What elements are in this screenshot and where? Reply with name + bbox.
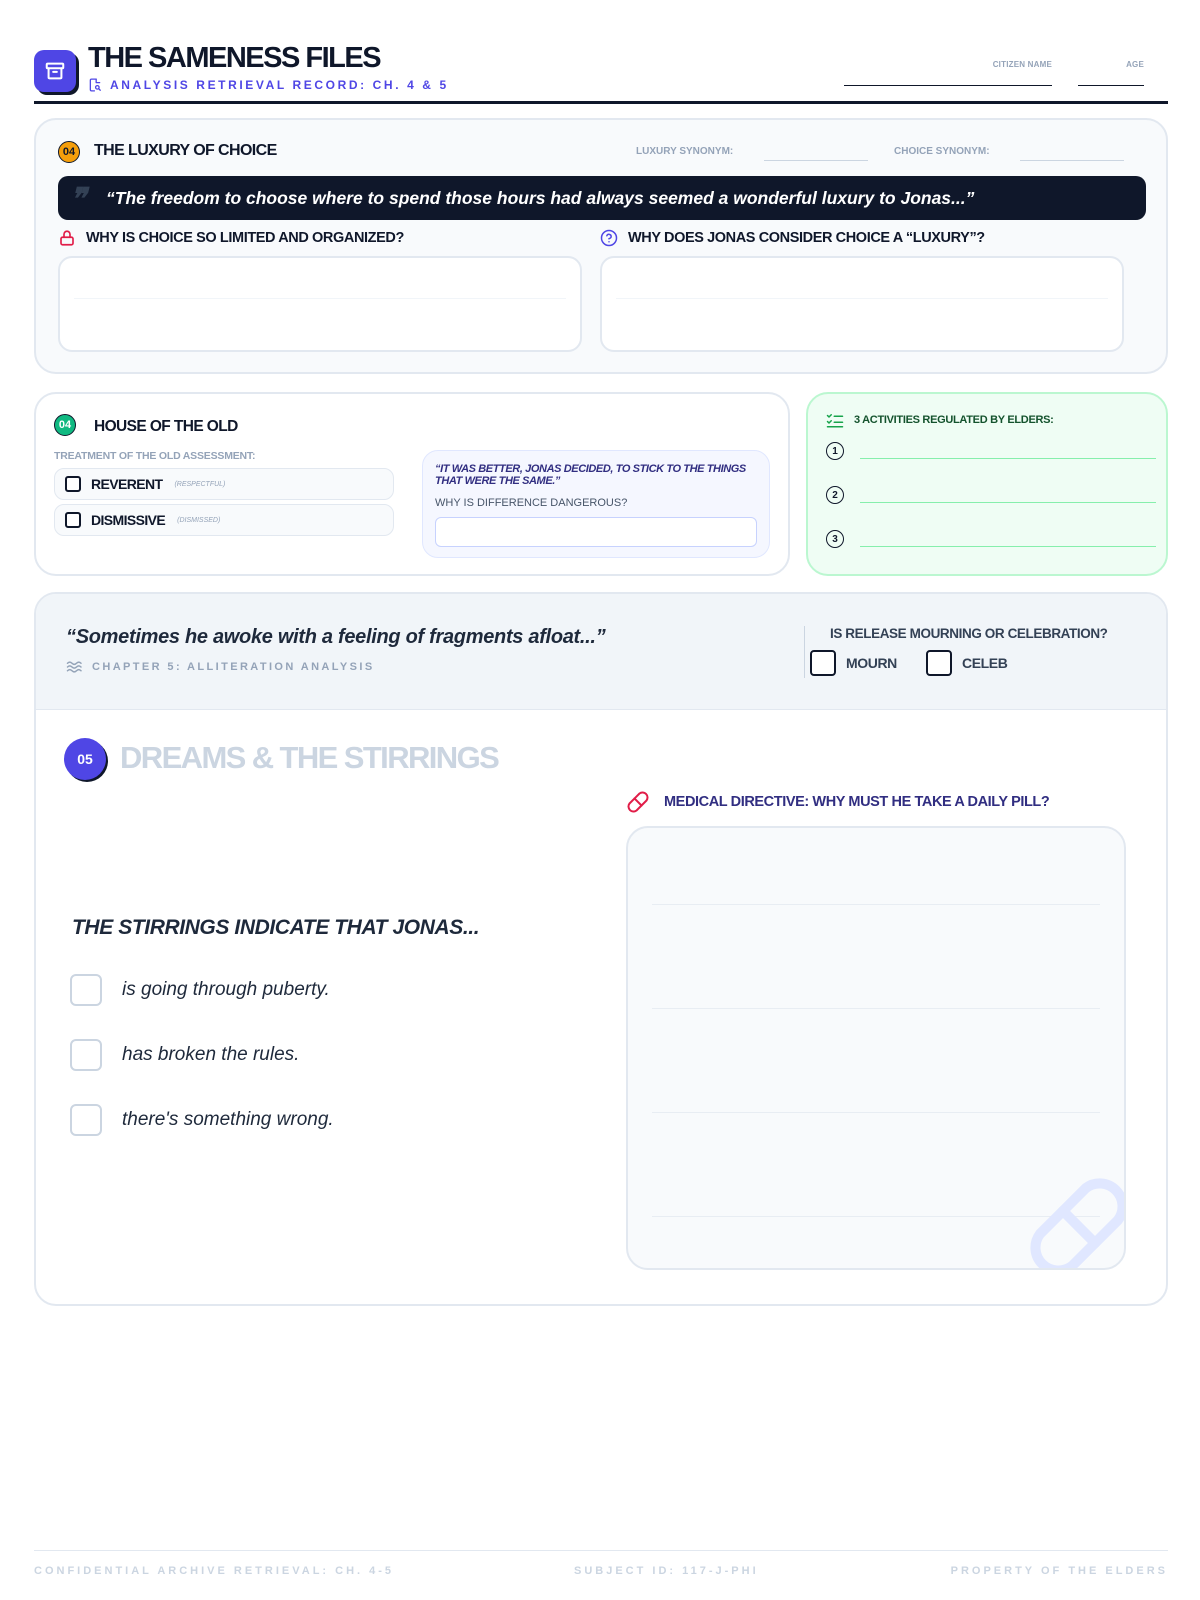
footer-left: CONFIDENTIAL ARCHIVE RETRIEVAL: CH. 4-5 [34, 1565, 395, 1577]
section-title: HOUSE OF THE OLD [94, 418, 238, 435]
stirrings-option-label: is going through puberty. [122, 979, 330, 1000]
option-label: DISMISSIVE [91, 512, 166, 528]
stirrings-checkbox[interactable] [70, 1039, 102, 1071]
help-circle-icon [600, 229, 618, 247]
elders-activities-section [806, 392, 1168, 576]
activity-line[interactable] [860, 458, 1156, 459]
activity-line[interactable] [860, 546, 1156, 547]
subtitle-text: ANALYSIS RETRIEVAL RECORD: CH. 4 & 5 [110, 78, 449, 92]
age-line[interactable] [1078, 85, 1144, 86]
option-celeb[interactable] [926, 650, 1007, 676]
option-note: (DISMISSED) [177, 516, 221, 524]
mourn-label: MOURN [846, 655, 897, 671]
choice-quote [58, 176, 1146, 220]
option-reverent[interactable] [54, 468, 394, 500]
choice-synonym-label: CHOICE SYNONYM: [894, 146, 990, 157]
option-mourn[interactable] [810, 650, 897, 676]
mourn-checkbox[interactable] [810, 650, 836, 676]
stirrings-checkbox[interactable] [70, 974, 102, 1006]
sameness-quote: “IT WAS BETTER, JONAS DECIDED, TO STICK TO THE THINGS THAT WERE THE SAME.” [435, 463, 746, 487]
stirrings-option-label: has broken the rules. [122, 1044, 300, 1065]
elders-title [826, 412, 1054, 428]
luxury-synonym-label: LUXURY SYNONYM: [636, 146, 734, 157]
option-label: REVERENT [91, 476, 163, 492]
footer-right: PROPERTY OF THE ELDERS [950, 1565, 1168, 1577]
pill-watermark-icon [1024, 1172, 1126, 1270]
activity-row-3[interactable] [826, 530, 1156, 550]
page-footer [34, 1550, 1168, 1580]
stirrings-option-2[interactable] [70, 1039, 299, 1071]
stirrings-checkbox[interactable] [70, 1104, 102, 1136]
reverent-checkbox[interactable] [65, 476, 81, 492]
age-field[interactable] [1078, 60, 1144, 86]
medical-question-text: MEDICAL DIRECTIVE: WHY MUST HE TAKE A DAILY PILL? [664, 794, 1050, 810]
option-dismissive[interactable] [54, 504, 394, 536]
list-check-icon [826, 412, 844, 428]
lock-icon [58, 229, 76, 247]
fragments-quote: “Sometimes he awoke with a feeling of fragments afloat...” [66, 626, 606, 648]
luxury-of-choice-section [34, 118, 1168, 374]
elders-title-text: 3 ACTIVITIES REGULATED BY ELDERS: [854, 414, 1054, 426]
activity-row-2[interactable] [826, 486, 1156, 506]
activity-number: 2 [826, 486, 844, 504]
citizen-name-field[interactable] [844, 60, 1052, 86]
question-luxury-text: WHY DOES JONAS CONSIDER CHOICE A “LUXURY”? [628, 230, 985, 246]
citizen-name-line[interactable] [844, 85, 1052, 86]
question-limited [58, 229, 404, 247]
difference-answer-input[interactable] [435, 517, 757, 547]
difference-question: WHY IS DIFFERENCE DANGEROUS? [435, 497, 628, 509]
question-limited-text: WHY IS CHOICE SO LIMITED AND ORGANIZED? [86, 230, 404, 246]
file-search-icon [88, 78, 102, 92]
answer-luxury-box[interactable] [600, 256, 1124, 352]
assessment-label: TREATMENT OF THE OLD ASSESSMENT: [54, 450, 256, 462]
quote-icon: ❞ [70, 182, 87, 217]
stirrings-heading: THE STIRRINGS INDICATE THAT JONAS... [72, 916, 480, 939]
activity-number: 1 [826, 442, 844, 460]
section-badge: 04 [58, 141, 80, 163]
page-header [34, 40, 1168, 104]
house-of-the-old-section [34, 392, 790, 576]
section-badge: 04 [54, 414, 76, 436]
section-title: THE LUXURY OF CHOICE [94, 142, 277, 159]
archive-box-icon [34, 50, 76, 92]
stirrings-option-3[interactable] [70, 1104, 334, 1136]
alliteration-subtitle-text: CHAPTER 5: ALLITERATION ANALYSIS [92, 661, 375, 673]
waves-icon [66, 660, 84, 674]
option-note: (RESPECTFUL) [174, 480, 226, 488]
release-question: IS RELEASE MOURNING OR CELEBRATION? [830, 626, 1108, 641]
chapter-5-band [36, 594, 1166, 710]
difference-card [422, 450, 770, 558]
stirrings-option-1[interactable] [70, 974, 330, 1006]
activity-number: 3 [826, 530, 844, 548]
celeb-label: CELEB [962, 655, 1008, 671]
dreams-stirrings-section [34, 592, 1168, 1306]
dismissive-checkbox[interactable] [65, 512, 81, 528]
choice-synonym-input[interactable] [1020, 160, 1124, 161]
page-subtitle [88, 78, 449, 92]
section-title: DREAMS & THE STIRRINGS [120, 740, 499, 775]
band-divider [804, 626, 805, 678]
medical-answer-box[interactable] [626, 826, 1126, 1270]
stirrings-option-label: there's something wrong. [122, 1109, 334, 1130]
answer-limited-box[interactable] [58, 256, 582, 352]
footer-center: SUBJECT ID: 117-J-PHI [574, 1565, 759, 1577]
citizen-name-label: CITIZEN NAME [992, 60, 1052, 69]
question-luxury [600, 229, 985, 247]
quote-text: “The freedom to choose where to spend those hours had always seemed a wonderful luxury to Jonas...” [106, 187, 975, 208]
activity-row-1[interactable] [826, 442, 1156, 462]
section-badge: 05 [64, 738, 106, 780]
age-label: AGE [1126, 60, 1144, 69]
activity-line[interactable] [860, 502, 1156, 503]
medical-question [626, 790, 1049, 814]
celeb-checkbox[interactable] [926, 650, 952, 676]
alliteration-subtitle [66, 660, 375, 674]
luxury-synonym-input[interactable] [764, 160, 868, 161]
pill-icon [626, 790, 650, 814]
page-title: THE SAMENESS FILES [88, 42, 381, 74]
